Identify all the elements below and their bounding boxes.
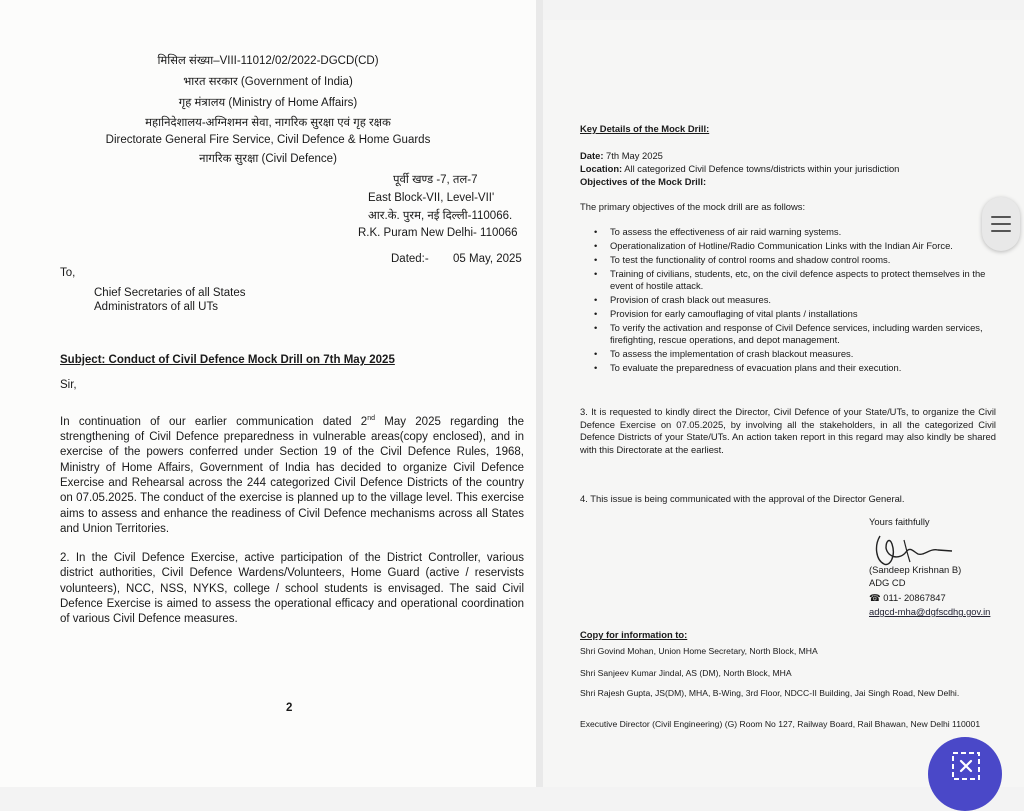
copy-recipient: Shri Govind Mohan, Union Home Secretary, North Block, MHA [580, 646, 818, 656]
copy-heading: Copy for information to: [580, 629, 688, 640]
handle-bar [991, 216, 1011, 218]
phone-line [869, 592, 946, 605]
ministry-line: गृह मंत्रालय (Ministry of Home Affairs) [178, 97, 358, 109]
paragraph-4: 4. This issue is being communicated with the approval of the Director General. [580, 493, 905, 504]
to-line: To, [60, 267, 76, 279]
key-details-heading: Key Details of the Mock Drill: [580, 123, 710, 134]
email-link[interactable]: adgcd-mha@dgfscdhg.gov.in [869, 606, 991, 617]
location-line [580, 163, 985, 176]
objective-item: • To assess the implementation of crash blackout measures. [594, 348, 996, 360]
objective-item: • To assess the effectiveness of air raid warning systems. [594, 226, 996, 238]
handle-bar [991, 223, 1011, 225]
location-value: All categorized Civil Defence towns/districts within your jurisdiction [622, 163, 900, 174]
signer-name: (Sandeep Krishnan B) [869, 564, 962, 575]
date-line [580, 150, 663, 163]
objective-item: • Operationalization of Hotline/Radio Communication Links with the Indian Air Force. [594, 240, 996, 252]
objectives-heading: Objectives of the Mock Drill: [580, 176, 707, 187]
directorate-english: Directorate General Fire Service, Civil Defence & Home Guards [105, 134, 431, 146]
page-gutter [536, 0, 543, 787]
address-english-1: East Block-VII, Level-VII' [368, 192, 495, 204]
page-number: 2 [286, 702, 293, 714]
paragraph-1-start: In continuation of our earlier communication dated 2 [60, 415, 368, 428]
phone-icon: ☎ [869, 592, 884, 603]
salutation: Sir, [60, 379, 77, 391]
copy-recipient: Executive Director (Civil Engineering) (G) Room No 127, Railway Board, Rail Bhawan, New Delhi 110001 [580, 719, 981, 729]
copy-recipient: Shri Rajesh Gupta, JS(DM), MHA, B-Wing, 3rd Floor, NDCC-II Building, Jai Singh Road, New Delhi. [580, 688, 960, 698]
dated-value: 05 May, 2025 [453, 253, 522, 265]
objective-item: • Training of civilians, students, etc, on the civil defence aspects to protect themselves in the event of hostile attack. [594, 268, 996, 291]
address-hindi-1: पूर्वी खण्ड -7, तल-7 [393, 174, 478, 186]
date-value: 7th May 2025 [603, 150, 663, 161]
paragraph-3: 3. It is requested to kindly direct the Director, Civil Defence of your State/UTs, to organize the Civil Defence Exercise on 07.05.2025, by involving all the stakeholders, in all the categorized Civil Defence Districts of your State/UTs. An action taken report in this regard may also kindly be shared with this Directorate at the earliest. [580, 406, 996, 455]
drag-handle-icon[interactable] [982, 197, 1020, 251]
recipient-2: Administrators of all UTs [94, 301, 218, 313]
subject-line: Subject: Conduct of Civil Defence Mock Drill on 7th May 2025 [60, 354, 395, 366]
directorate-hindi: महानिदेशालय-अग्निशमन सेवा, नागरिक सुरक्षा एवं गृह रक्षक [145, 117, 391, 129]
objectives-list [594, 226, 996, 376]
scan-close-button[interactable] [928, 737, 1002, 811]
location-label: Location: [580, 163, 623, 174]
address-english-2: R.K. Puram New Delhi- 110066 [358, 227, 518, 239]
file-number: मिसिल संख्या–VIII-11012/02/2022-DGCD(CD) [157, 55, 379, 67]
objective-item: • Provision for early camouflaging of vital plants / installations [594, 308, 996, 320]
scan-close-icon [951, 751, 981, 781]
paragraph-1-superscript: nd [367, 415, 376, 422]
objective-item: • To test the functionality of control rooms and shadow control rooms. [594, 254, 996, 266]
phone-number: 011- 20867847 [883, 592, 946, 603]
copy-recipient: Shri Sanjeev Kumar Jindal, AS (DM), North Block, MHA [580, 668, 792, 678]
government-line: भारत सरकार (Government of India) [183, 76, 353, 88]
date-label: Date: [580, 150, 604, 161]
closing-line: Yours faithfully [869, 516, 930, 527]
objectives-intro: The primary objectives of the mock drill are as follows: [580, 201, 806, 212]
recipient-1: Chief Secretaries of all States [94, 287, 246, 299]
objective-item: • Provision of crash black out measures. [594, 294, 996, 306]
signer-title: ADG CD [869, 577, 906, 588]
address-hindi-2: आर.के. पुरम, नई दिल्ली-110066. [368, 210, 513, 222]
objective-item: • To verify the activation and response of Civil Defence services, including warden services, firefighting, rescue operations, and depot management. [594, 322, 996, 345]
handle-bar [991, 230, 1011, 232]
dated-label: Dated:- [391, 253, 429, 265]
civil-defence-line: नागरिक सुरक्षा (Civil Defence) [199, 153, 337, 165]
objective-item: • To evaluate the preparedness of evacuation plans and their execution. [594, 362, 996, 374]
paragraph-2: 2. In the Civil Defence Exercise, active participation of the District Controller, various district authorities, Civil Defence Wardens/Volunteers, Home Guard (active / reservists volunteers), NCC, NSS, NYKS, college / school students is envisaged. The said Civil Defence Exercise is aimed to assess the operational efficacy and operational coordination of various Civil Defence measures. [60, 552, 524, 626]
paragraph-1 [60, 411, 524, 537]
paragraph-1-rest: May 2025 regarding the strengthening of Civil Defence preparedness in vulnerable areas(copy enclosed), and in exercise of the powers conferred under Section 19 of the Civil Defence Rules, 1968, Ministry of Home Affairs, Government of India has decided to organize Civil Defence Exercise and Rehearsal across the 244 categorized Civil Defence Districts of the country on 07.05.2025. The conduct of the exercise is planned up to the village level. This exercise aims to assess and enhance the readiness of Civil Defence mechanisms across all States and Union Territories. [60, 415, 524, 535]
